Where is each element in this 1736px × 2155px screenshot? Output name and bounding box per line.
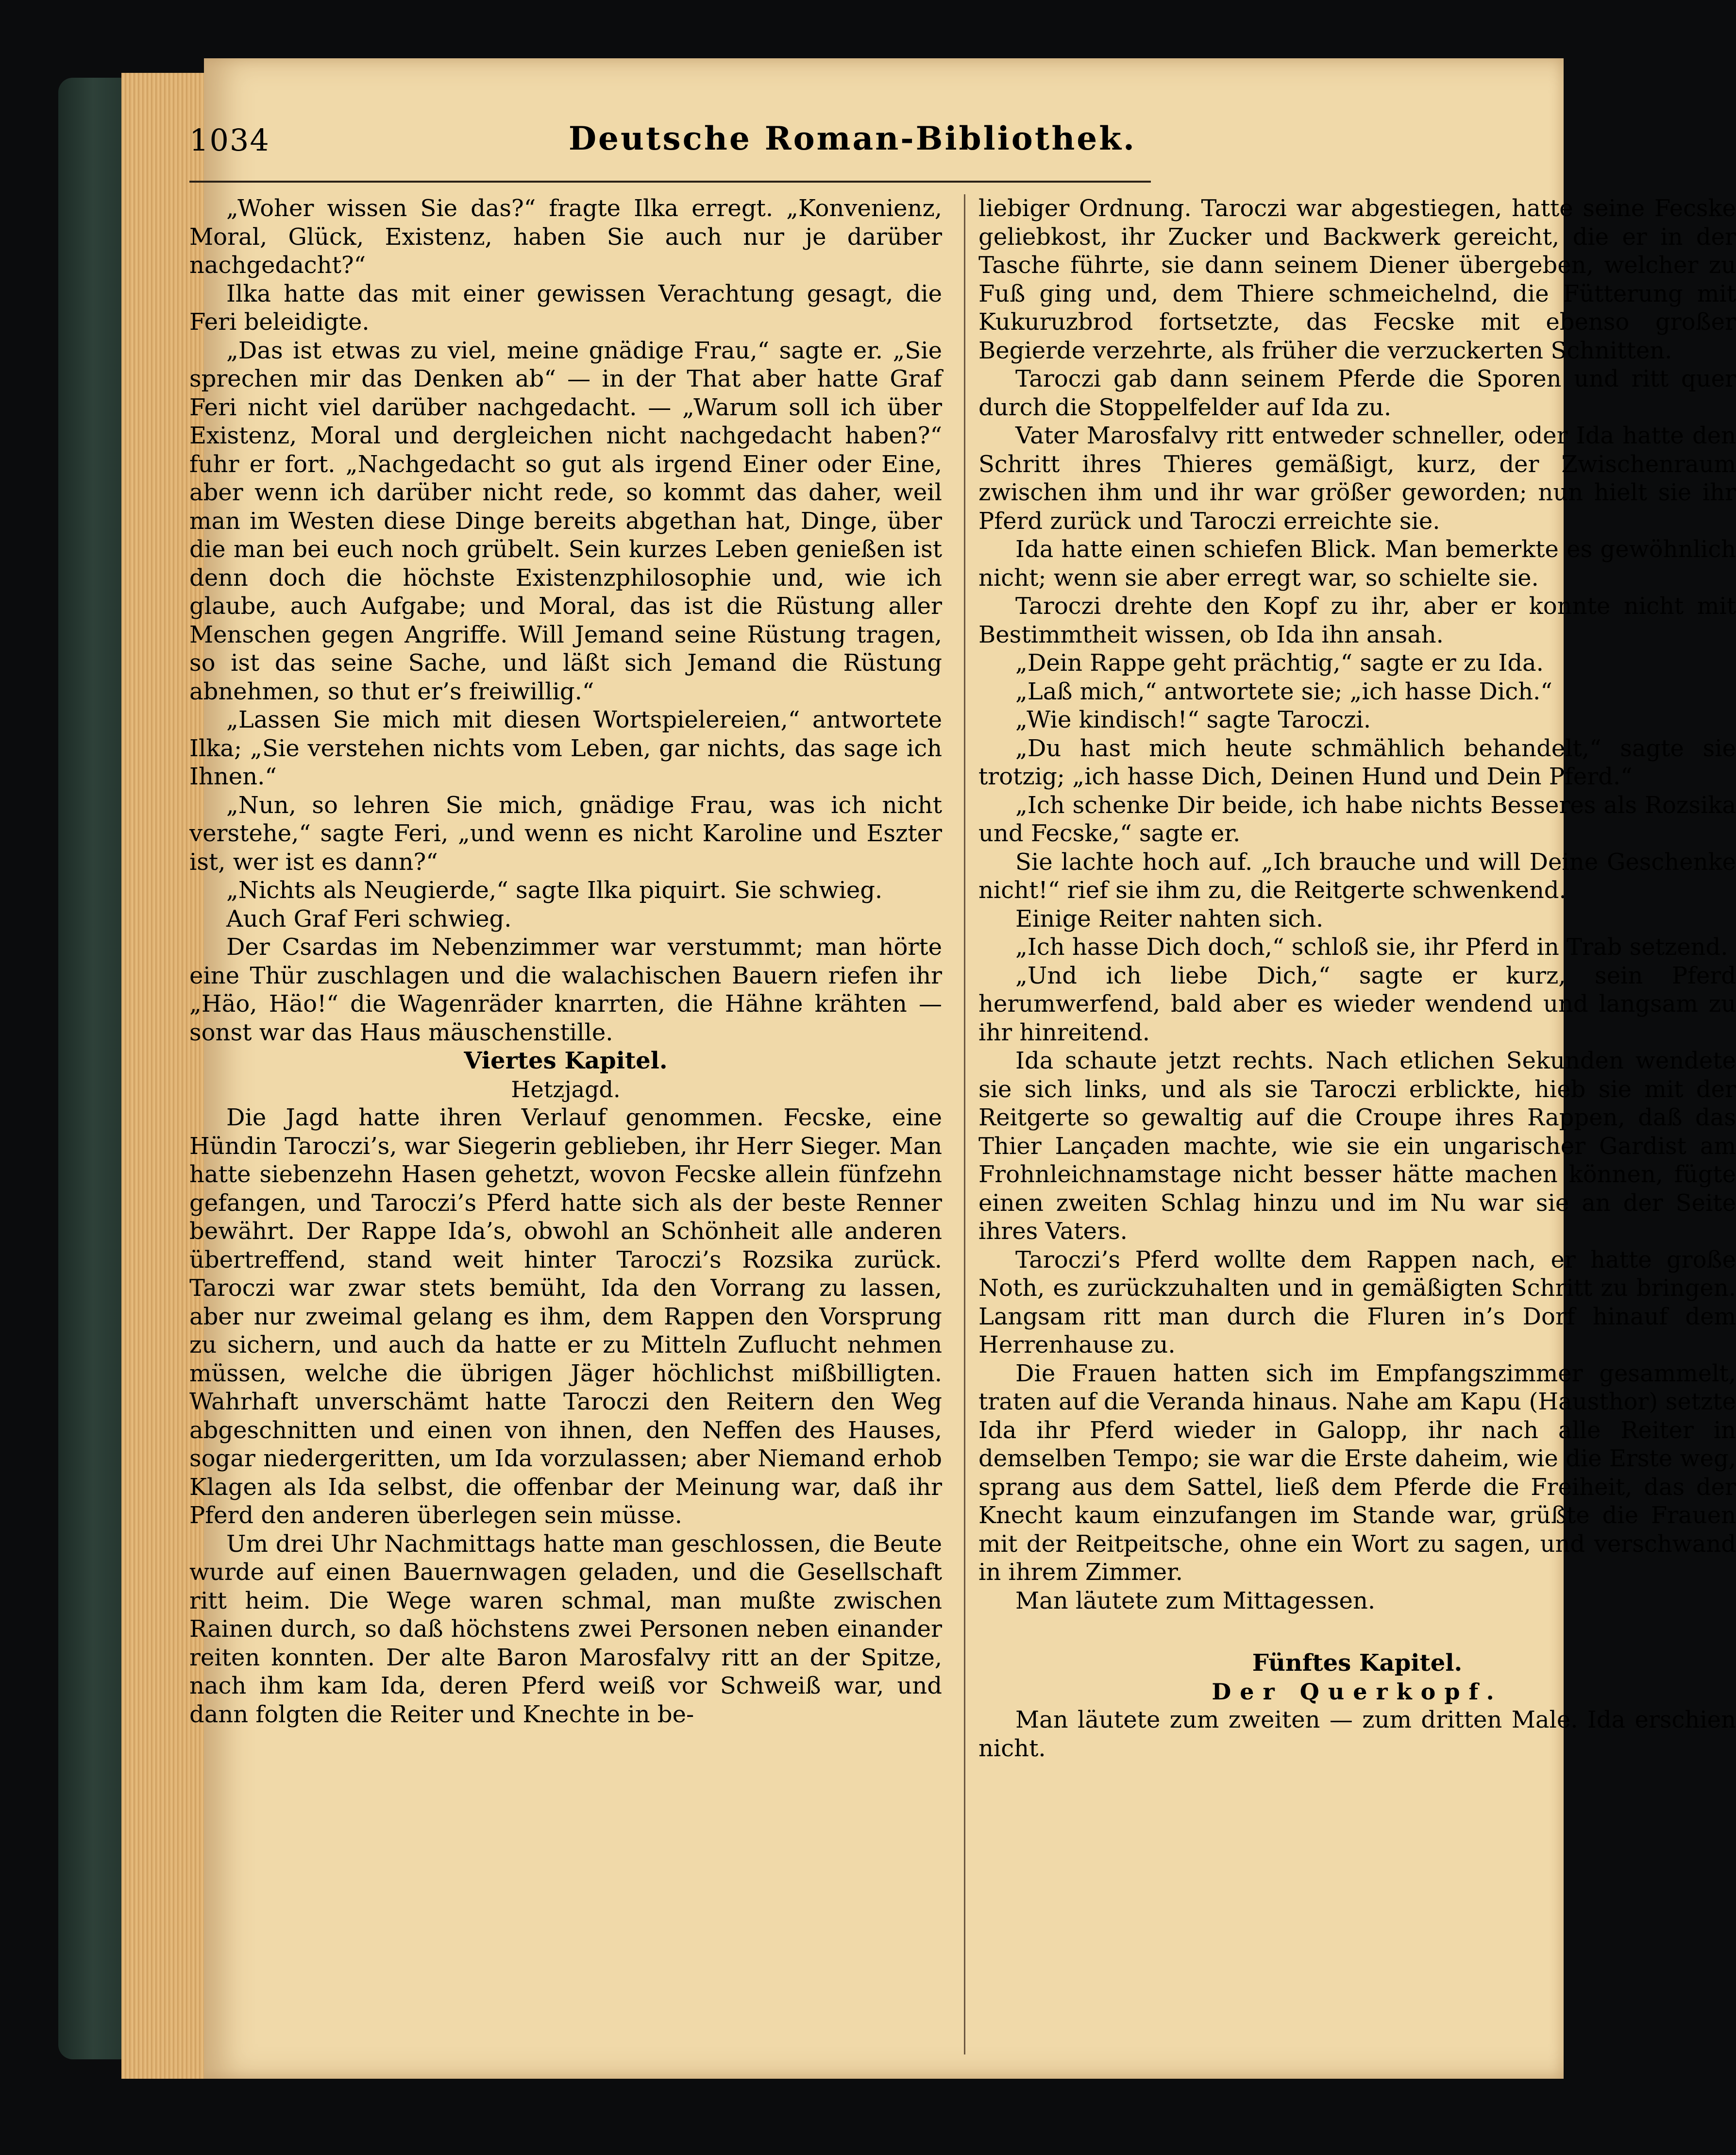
- paragraph: Ilka hatte das mit einer gewissen Verachtung gesagt, die Feri beleidigte.: [189, 280, 942, 336]
- paragraph: „Woher wissen Sie das?“ fragte Ilka erregt. „Konvenienz, Moral, Glück, Existenz, haben Sie auch nur je darüber nachgedacht?“: [189, 195, 942, 279]
- paragraph: „Dein Rappe geht prächtig,“ sagte er zu Ida.: [1015, 649, 1544, 677]
- paragraph: „Laß mich,“ antwortete sie; „ich hasse Dich.“: [1015, 678, 1552, 705]
- paragraph: Man läutete zum zweiten — zum dritten Male. Ida erschien nicht.: [978, 1706, 1736, 1762]
- left-column: [189, 194, 942, 1729]
- chapter-heading: Viertes Kapitel.: [464, 1047, 668, 1074]
- paragraph: Man läutete zum Mittagessen.: [1015, 1587, 1376, 1614]
- chapter-subtitle: Hetzjagd.: [511, 1076, 621, 1103]
- column-divider: [964, 194, 965, 2054]
- page-header: [189, 113, 1151, 183]
- paragraph: liebiger Ordnung. Taroczi war abgestiegen, hatte seine Fecske geliebkost, ihr Zucker und Backwerk gereicht, die er in der Tasche führte, sie dann seinem Diener übergeben, welcher zu Fuß ging und, dem Thiere schmeichelnd, die Fütterung mit Kukuruzbrod fortsetzte, das Fecske mit ebenso großer Begierde verzehrte, als früher die verzuckerten Schnitten.: [978, 195, 1736, 364]
- paragraph: „Ich schenke Dir beide, ich habe nichts Besseres als Rozsika und Fecske,“ sagte er.: [978, 791, 1736, 847]
- paragraph: „Nun, so lehren Sie mich, gnädige Frau, was ich nicht verstehe,“ sagte Feri, „und wenn es nicht Karoline und Eszter ist, wer ist es dann?“: [189, 791, 942, 876]
- paragraph: Einige Reiter nahten sich.: [1015, 905, 1324, 933]
- paragraph: „Wie kindisch!“ sagte Taroczi.: [1015, 706, 1371, 733]
- paragraph: Auch Graf Feri schwieg.: [226, 905, 512, 933]
- paragraph: „Du hast mich heute schmählich behandelt,“ sagte sie trotzig; „ich hasse Dich, Deinen Hund und Dein Pferd.“: [978, 734, 1736, 790]
- page-number: 1034: [189, 122, 270, 158]
- paragraph: Taroczi’s Pferd wollte dem Rappen nach, er hatte große Noth, es zurückzuhalten und in gemäßigten Schritt zu bringen. Langsam ritt man durch die Fluren in’s Dorf hinauf dem Herrenhause zu.: [978, 1246, 1736, 1358]
- paragraph: Die Frauen hatten sich im Empfangszimmer gesammelt, traten auf die Veranda hinaus. Nahe am Kapu (Hausthor) setzte Ida ihr Pferd wieder in Galopp, ihr nach alle Reiter in demselben Tempo; sie war die Erste daheim, wie die Erste weg, sprang aus dem Sattel, ließ dem Pferde die Freiheit, das der Knecht kaum einzufangen im Stande war, grüßte die Frauen mit der Reitpeitsche, ohne ein Wort zu sagen, und verschwand in ihrem Zimmer.: [978, 1359, 1736, 1586]
- paragraph: „Und ich liebe Dich,“ sagte er kurz, sein Pferd herumwerfend, bald aber es wieder wendend und langsam zu ihr hinreitend.: [978, 962, 1736, 1046]
- paragraph: „Lassen Sie mich mit diesen Wortspielereien,“ antwortete Ilka; „Sie verstehen nichts vom Leben, gar nichts, das sage ich Ihnen.“: [189, 706, 942, 790]
- paragraph: Sie lachte hoch auf. „Ich brauche und will Deine Geschenke nicht!“ rief sie ihm zu, die Reitgerte schwenkend.: [978, 848, 1736, 904]
- paragraph: Um drei Uhr Nachmittags hatte man geschlossen, die Beute wurde auf einen Bauernwagen geladen, und die Gesellschaft ritt heim. Die Wege waren schmal, man mußte zwischen Rainen durch, so daß höchstens zwei Personen neben einander reiten konnten. Der alte Baron Marosfalvy ritt an der Spitze, nach ihm kam Ida, deren Pferd weiß vor Schweiß war, und dann folgten die Reiter und Knechte in be-: [189, 1530, 942, 1728]
- paragraph: Taroczi gab dann seinem Pferde die Sporen und ritt quer durch die Stoppelfelder auf Ida zu.: [978, 365, 1736, 421]
- paragraph: Ida hatte einen schiefen Blick. Man bemerkte es gewöhnlich nicht; wenn sie aber erregt war, so schielte sie.: [978, 536, 1736, 592]
- paragraph: Ida schaute jetzt rechts. Nach etlichen Sekunden wendete sie sich links, und als sie Taroczi erblickte, hieb sie mit der Reitgerte so gewaltig auf die Croupe ihres Rappen, daß das Thier Lançaden machte, wie sie ein ungarischer Gardist am Frohnleichnamstage nicht besser hätte machen können, fügte einen zweiten Schlag hinzu und im Nu war sie an der Seite ihres Vaters.: [978, 1047, 1736, 1245]
- paragraph: „Das ist etwas zu viel, meine gnädige Frau,“ sagte er. „Sie sprechen mir das Denken ab“ — in der That aber hatte Graf Feri nicht viel darüber nachgedacht. — „Warum soll ich über Existenz, Moral und dergleichen nicht nachgedacht haben?“ fuhr er fort. „Nachgedacht so gut als irgend Einer oder Eine, aber wenn ich darüber nicht rede, so kommt das daher, weil man im Westen diese Dinge bereits abgethan hat, Dinge, über die man bei euch noch grübelt. Sein kurzes Leben genießen ist denn doch die höchste Existenzphilosophie und, wie ich glaube, auch Aufgabe; und Moral, das ist die Rüstung aller Menschen gegen Angriffe. Will Jemand seine Rüstung tragen, so ist das seine Sache, und läßt sich Jemand die Rüstung abnehmen, so thut er’s freiwillig.“: [189, 337, 942, 705]
- chapter-spacer: [978, 1615, 1736, 1649]
- paragraph: Taroczi drehte den Kopf zu ihr, aber er konnte nicht mit Bestimmtheit wissen, ob Ida ihn ansah.: [978, 593, 1736, 648]
- paragraph: Der Csardas im Nebenzimmer war verstummt; man hörte eine Thür zuschlagen und die walachischen Bauern riefen ihr „Häo, Häo!“ die Wagenräder knarrten, die Hähne krähten — sonst war das Haus mäuschenstille.: [189, 933, 942, 1046]
- paragraph: Vater Marosfalvy ritt entweder schneller, oder Ida hatte den Schritt ihres Thieres gemäßigt, kurz, der Zwischenraum zwischen ihm und ihr war größer geworden; nun hielt sie ihr Pferd zurück und Taroczi erreichte sie.: [978, 422, 1736, 535]
- paragraph: „Nichts als Neugierde,“ sagte Ilka piquirt. Sie schwieg.: [226, 877, 883, 904]
- right-column: [978, 194, 1736, 1763]
- chapter-heading: Fünftes Kapitel.: [1252, 1649, 1463, 1677]
- running-title: Deutsche Roman-Bibliothek.: [568, 119, 1136, 157]
- paragraph: Die Jagd hatte ihren Verlauf genommen. Fecske, eine Hündin Taroczi’s, war Siegerin geblieben, ihr Herr Sieger. Man hatte siebenzehn Hasen gehetzt, wovon Fecske allein fünfzehn gefangen, und Taroczi’s Pferd hatte sich als der beste Renner bewährt. Der Rappe Ida’s, obwohl an Schönheit alle anderen übertreffend, stand weit hinter Taroczi’s Rozsika zurück. Taroczi war zwar stets bemüht, Ida den Vorrang zu lassen, aber nur zweimal gelang es ihm, dem Rappen den Vorsprung zu sichern, und auch da hatte er zu Mitteln Zuflucht nehmen müssen, welche die übrigen Jäger höchlichst mißbilligten. Wahrhaft unverschämt hatte Taroczi den Reitern den Weg abgeschnitten und einen von ihnen, den Neffen des Hauses, sogar niedergeritten, um Ida vorzulassen; aber Niemand erhob Klagen als Ida selbst, die offenbar der Meinung war, daß ihr Pferd den anderen überlegen sein müsse.: [189, 1104, 942, 1529]
- chapter-subtitle: Der Querkopf.: [1212, 1678, 1503, 1705]
- paragraph: „Ich hasse Dich doch,“ schloß sie, ihr Pferd in Trab setzend.: [1015, 933, 1728, 961]
